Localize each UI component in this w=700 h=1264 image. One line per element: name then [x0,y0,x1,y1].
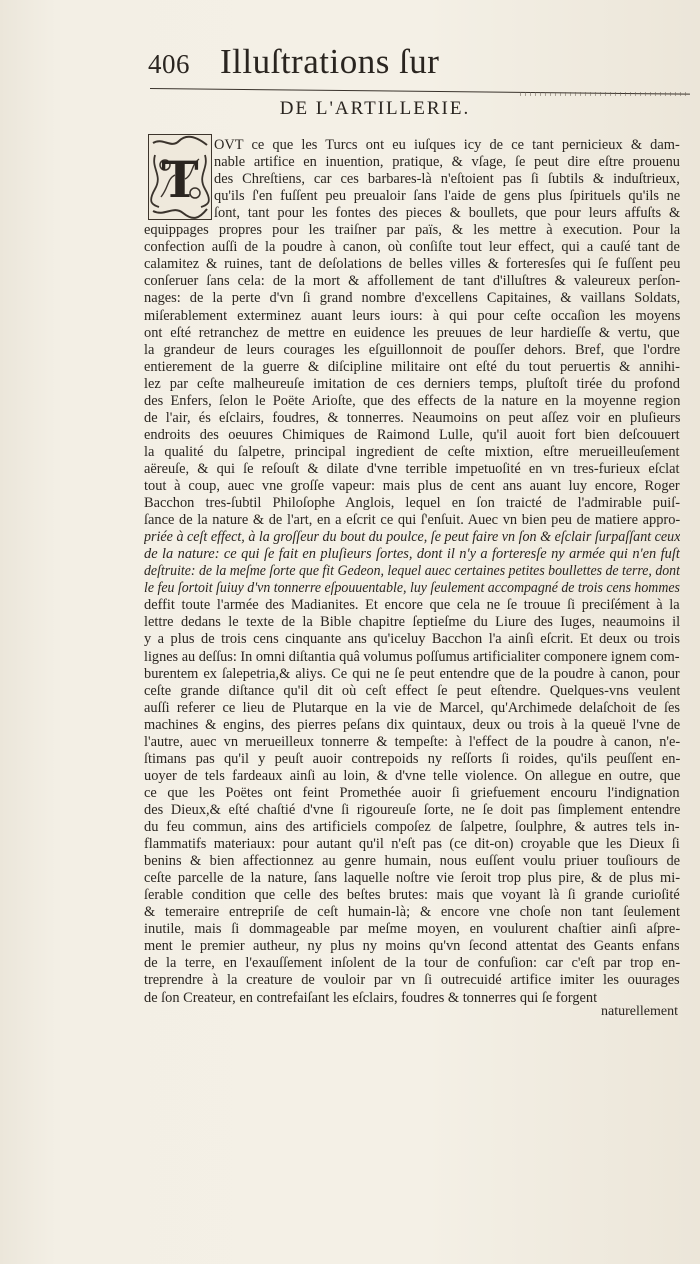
text-line: ſtimans pas qu'il y peuſt auoir contrepoids ny reſſorts ſi roides, qu'ils peuſſent en- [144,750,680,767]
text-line: nages: de la perte d'vn ſi grand nombre d'excellens Capitaines, & vaillans Soldats, [144,290,680,307]
text-line: OVT ce que les Turcs ont eu iuſques icy de ce tant pernicieux & dam- [214,137,680,153]
text-line: nable artifice en inuention, pratique, & vſage, ſe peut dire eſtre prouenu [214,154,680,171]
text-line: la qualité du ſalpetre, principal ingredient de ceſte mixtion, eſtre merueilleuſement [144,443,680,460]
text-line: le feu ſortoit ſuiuy d'vn tonnerre eſpouuentable, luy ſeulement accompagné de trois cens hommes [144,580,680,597]
text-line: deſtruite: de la meſme ſorte que fit Gedeon, lequel auec certaines petites boullettes de terre, dont [144,563,680,580]
text-line: ſont, tant pour les fontes des pieces & boullets, que pour leurs affuſts & [214,205,680,222]
text-line: uoyer de tels fardeaux ainſi au loin, & d'vne telle violence. On allegue en outre, que [144,767,680,784]
text-line: flammatifs materiaux: pour autant qu'il n'eſt pas (ce dit-on) croyable que les Dieux ſi [144,836,680,853]
section-heading: DE L'ARTILLERIE. [279,98,471,119]
text-line: de la nature: ce qui ſe fait en pluſieurs ſortes, dont il n'y a forteresſe ny armée qui n'en fuſt [144,546,680,563]
text-line: ſance de la nature & de l'art, en a eſcrit ce qui ſ'enſuit. Auec vn bien peu de matiere appro- [144,512,680,529]
text-line: burentem ex ſalepetria,& aliys. Ce qui ne ſe peut entendre que de la poudre à canon, pour [144,665,680,682]
text-line: miſerablement exterminez auant leurs iours: à qui pour ceſte occaſion les moyens [144,307,680,324]
text-line: & temeraire entrepriſe de ceſt humain-là; & encore vne choſe non tant ſeulement [144,904,680,921]
page-number: 406 [148,49,190,79]
text-line: benins & bien affectionnez au genre humain, nous euſſent voulu priuer touſiours de [144,853,680,870]
text-line: ment le premier autheur, ny plus ny moins qu'vn ſecond attentat des Geants enfans [144,938,680,955]
text-line: lez par ceſte malheureuſe imitation de ces derniers temps, pluſtoſt tirée du profond [144,375,680,392]
text-line: des Chreſtiens, car ces barbares-là n'eſtoient pas ſi ſubtils & induſtrieux, [214,171,680,188]
catchword: naturellement [601,1004,678,1019]
text-line: ce que les Poëtes ont feint Promethée auoir ſi griefuement encouru l'indignation [144,784,680,801]
text-line: du feu commun, ains des artificiels compoſez de ſalpetre, ſoulphre, & autres tels in- [144,819,680,835]
text-line: l'autre, auec vn merueilleux tonnerre & tempeſte: à l'effect de la poudre à canon, n'e- [144,733,680,750]
text-line: calamitez & ruines, tant de deſolations de belles villes & forteresſes qui ſe fuſſent peu [144,256,680,273]
text-line: ceſte grande diſtance qu'il dit où ceſt effect ſe peut eſtendre. Quelques-vns veulent [144,682,680,699]
text-line: conſeruer ſans cela: de la mort & affollement de tant d'illuſtres & valeureux perſon- [144,273,680,290]
text-line: y a plus de trois cens cinquante ans qu'iceluy Bacchon l'a ainſi eſcrit. Et deux ou trois [144,631,680,648]
header-rule-ornament [520,92,690,96]
text-line: la grandeur de leurs courages les eſguillonnoit de pouſſer dehors. Bref, que l'ordre [144,341,680,358]
text-line: Bacchon tres-ſubtil Philoſophe Anglois, lequel en ſon traicté de l'admirable puiſ- [144,495,680,512]
text-line: qu'ils ſ'en fuſſent peu preualoir ſans l'aide de gens plus ſpirituels qu'ils ne [214,188,680,205]
text-line: lignes au deſſus: In omni diſtantia quâ volumus poſſumus artificialiter componere ignem com- [144,648,680,665]
text-line: aëreuſe, & qui ſe reſouſt & dilate d'vne terrible impetuoſité en vn tres-furieux eſclat [144,460,680,477]
running-title: Illuſtrations ſur [220,42,440,81]
text-line: priée à ceſt effect, à la groſſeur du bout du poulce, ſe peut faire vn ſon & eſclair ſurpaſſant ceux [144,529,680,546]
text-line: de l'air, és eſclairs, foudres, & tonnerres. Neaumoins on peut aſſez voir en pluſieurs [144,409,680,426]
text-line: ont eſté retranchez de mettre en euidence les preuues de leur hardieſſe & vertu, que [144,324,680,341]
text-line: confection auſſi de la poudre à canon, où conſiſte tout leur effect, qui a cauſé tant de [144,239,680,256]
text-line: endroits des oeuures Chimiques de Raimond Lulle, qu'il auoit fort bien deſcouuert [144,426,680,443]
text-line: de la terre, en l'exauſſement inſolent de la tour de confuſion: car c'eſt par trop en- [144,955,680,972]
text-line: treprendre à la creature de vouloir par vn ſi outrecuidé artifice imiter les ouurages [144,972,680,989]
svg-text:T: T [161,150,199,209]
text-line: de ſon Createur, en contrefaiſant les eſclairs, foudres & tonnerres qui ſe forgent [144,989,598,1006]
text-line: ſerable condition que celle des beſtes brutes: mais que voyant là ſi grande curioſité [144,887,680,904]
text-line: equippages propres pour les traiſner par païs, & les mettre à execution. Pour la [144,222,680,239]
body-text [144,132,680,1012]
text-line: lettre dedans le texte de la Bible chapitre ſeptieſme du Liure des Iuges, neaumoins il [144,614,680,631]
text-line: entierement de la guerre & diſcipline militaire ont eſté du tout peruertis & annihi- [144,358,680,375]
text-line: machines & engins, des pierres peſans dix quintaux, deux ou trois à la queuë l'vne de [144,716,680,733]
text-line: inutile, mais ſi dommageable par meſme moyen, en voulurent chaſtier ainſi aſpre- [144,921,680,938]
text-line: ceſte parcelle de la nature, ſans laquelle noſtre vie ſeroit trop plus pire, & de plus mi- [144,870,680,887]
text-line: des Enfers, ſelon le Poëte Arioſte, que des effects de la nature en la moyenne region [144,392,680,409]
text-line: tout à coup, auec vne groſſe vapeur: mais plus de cent ans auant luy encore, Roger [144,478,680,494]
page-header [148,42,668,82]
text-line: auſſi referer ce lieu de Plutarque en la vie de Marcel, qu'Archimede delaſchoit de ſes [144,699,680,716]
text-line: deffit toute l'armée des Madianites. Et encore que cela ne ſe trouue ſi preciſément à la [144,597,680,614]
text-line: des Dieux,& eſté chaſtié d'vne ſi rigoureuſe ſorte, ne ſe doit pas ſimplement entendre [144,801,680,818]
